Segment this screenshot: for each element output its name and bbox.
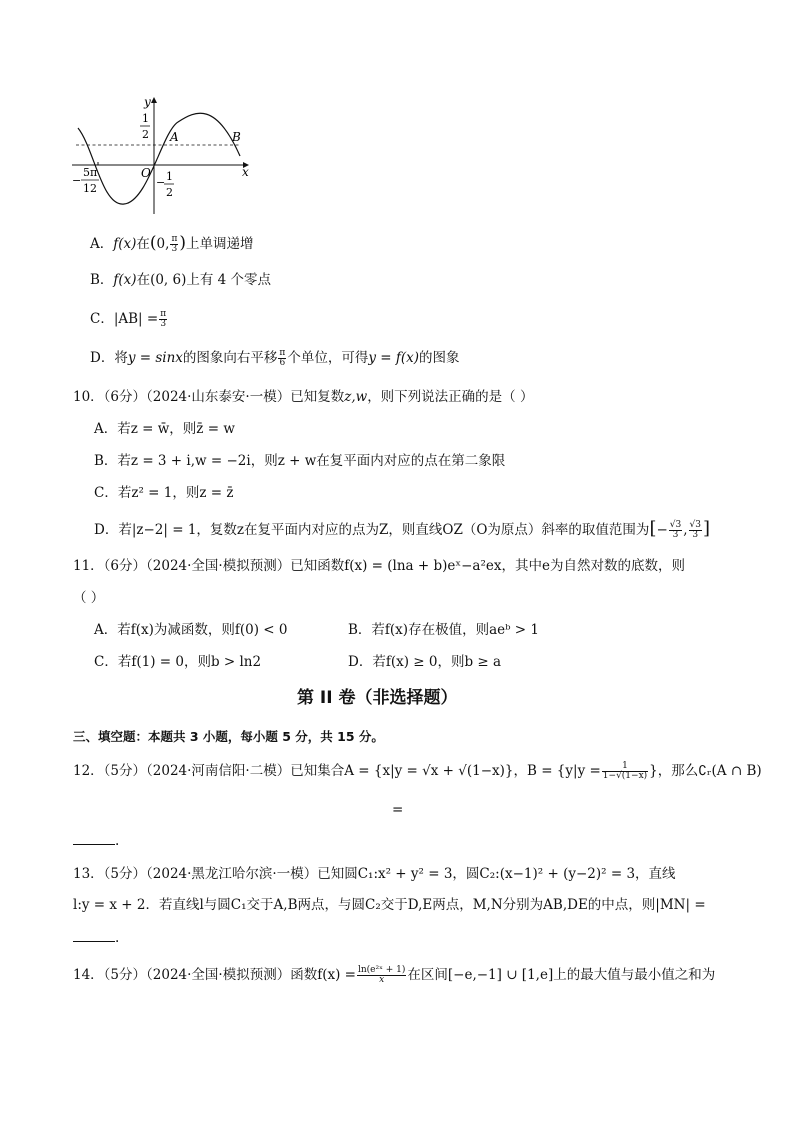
- q13-line1: 13．（5分）（2024·黑龙江哈尔滨·一模）已知圆C₁:x² + y² = 3，圆C₂:(x−1)² + (y−2)² = 3，直线: [73, 866, 676, 882]
- y-axis-label: y: [144, 95, 151, 109]
- q12-answer: .: [73, 832, 119, 849]
- fill-in-heading: 三、填空题：本题共 3 小题，每小题 5 分，共 15 分。: [73, 729, 384, 744]
- neg-half-sign: −: [156, 176, 166, 189]
- sine-graph: [66, 92, 256, 217]
- q13-line2: l:y = x + 2．若直线l与圆C₁交于A,B两点，与圆C₂交于D,E两点，M,N分别为AB,DE的中点，则|MN| =: [73, 897, 706, 913]
- q11-option-c: C．若f(1) = 0，则b > ln2: [94, 654, 262, 670]
- q10-option-b: B．若z = 3 + i,w = −2i，则z + w在复平面内对应的点在第二象限: [94, 453, 506, 469]
- neg-half-denominator: 2: [166, 186, 173, 199]
- q9-option-d: D．将y = sinx的图象向右平移 $\frac{\pi}{6}$ 个单位，可得y = f(x)的图象: [90, 348, 460, 368]
- x-left-denominator: 12: [83, 182, 97, 195]
- sine-curve: [78, 113, 240, 204]
- q9-option-a: A．f(x)在(0, $\frac{\pi}{3}$ )上单调递增: [90, 233, 254, 254]
- pi-over-6: $\frac{\pi}{6}$: [279, 348, 286, 368]
- sqrt3-over-3-left: $\frac{√3}{3}$: [669, 520, 682, 540]
- answer-blank[interactable]: [73, 832, 115, 845]
- q14-stem: 14．（5分）（2024·全国·模拟预测）函数f(x) = $\frac{\text{ln(e²ˣ + 1)}}{x}$ 在区间[−e,−1] ∪ [1,e]上的最大值与最小值之和为: [73, 965, 716, 985]
- q9-option-c: C．|AB| = $\frac{\pi}{3}$: [90, 309, 167, 329]
- q14-fraction: $\frac{\text{ln(e²ˣ + 1)}}{x}$: [357, 965, 406, 985]
- x-left-numerator: 5π: [83, 166, 98, 179]
- q11-option-b: B．若f(x)存在极值，则aeᵇ > 1: [348, 622, 539, 638]
- half-numerator: 1: [142, 112, 149, 125]
- neg-half-numerator: 1: [166, 170, 173, 183]
- point-b-label: B: [232, 130, 241, 144]
- answer-blank[interactable]: [73, 929, 115, 942]
- origin-label: O: [141, 166, 151, 180]
- q11-option-d: D．若f(x) ≥ 0，则b ≥ a: [348, 654, 502, 670]
- pi-over-3-c: $\frac{\pi}{3}$: [160, 309, 167, 329]
- section-title: 第 II 卷（非选择题）: [297, 688, 458, 708]
- q10-option-a: A．若z = w̄，则z̄ = w: [94, 421, 235, 437]
- q12-equals: =: [392, 802, 404, 818]
- x-axis-label: x: [242, 165, 249, 179]
- pi-over-3: $\frac{\pi}{3}$: [171, 234, 178, 254]
- q10-stem: 10．（6分）（2024·山东泰安·一模）已知复数z,w，则下列说法正确的是（ ）: [73, 389, 534, 405]
- q11-option-a: A．若f(x)为减函数，则f(0) < 0: [94, 622, 288, 638]
- q10-option-c: C．若z² = 1，则z = z̄: [94, 485, 234, 501]
- fx-expr: f(x): [113, 236, 137, 252]
- x-left-sign: −: [72, 174, 82, 187]
- q12-stem: 12．（5分）（2024·河南信阳·二模）已知集合A = {x|y = √x + √(1−x)}，B = {y|y = $\frac{1}{1-√(1-x)}$ }，那么∁ᵣ(A ∩ B): [73, 761, 762, 781]
- set-b-fraction: $\frac{1}{1-√(1-x)}$: [602, 761, 648, 781]
- q9-option-b: B．f(x)在(0, 6)上有 4 个零点: [90, 272, 272, 288]
- q11-stem-line2: （ ）: [73, 590, 105, 606]
- q10-option-d: D．若|z−2| = 1，复数z在复平面内对应的点为Z，则直线OZ（O为原点）斜率的取值范围为[− $\frac{√3}{3}$ , $\frac{√3}{3}$ ]: [94, 518, 711, 540]
- q13-answer: .: [73, 929, 119, 946]
- q11-stem: 11．（6分）（2024·全国·模拟预测）已知函数f(x) = (lna + b)eˣ−a²ex，其中e为自然对数的底数，则: [73, 558, 685, 574]
- sqrt3-over-3-right: $\frac{√3}{3}$: [689, 520, 702, 540]
- half-denominator: 2: [142, 128, 149, 141]
- point-a-label: A: [170, 130, 179, 144]
